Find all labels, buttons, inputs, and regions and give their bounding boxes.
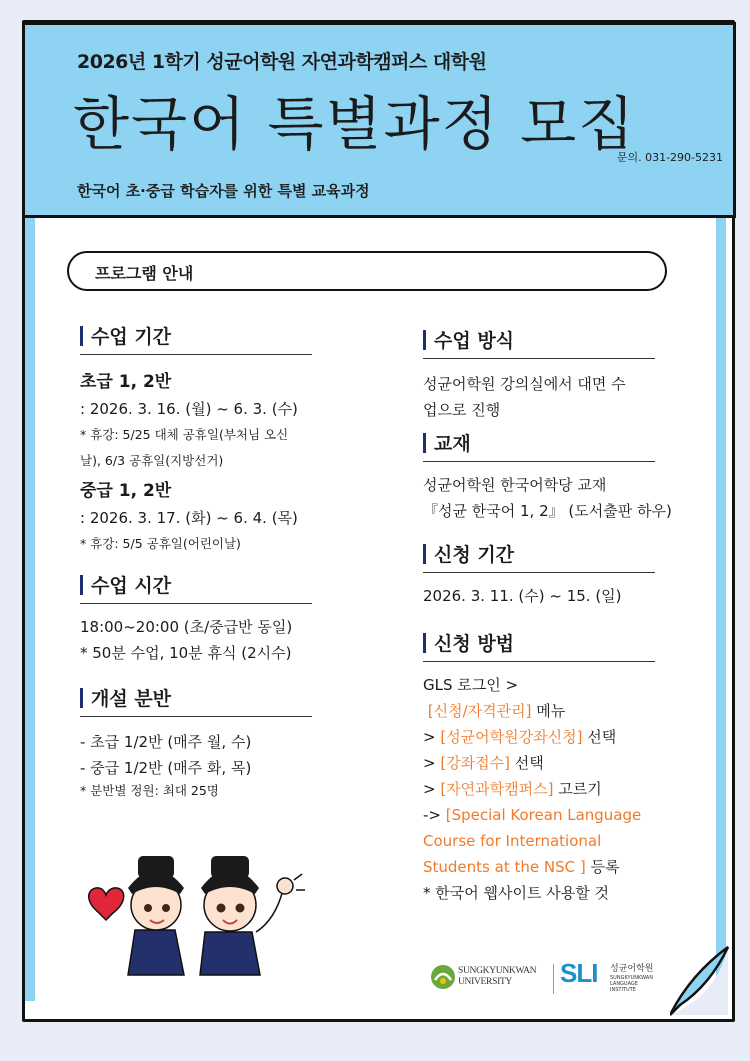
- classes-heading: [80, 684, 312, 717]
- period-heading-label: 수업 기간: [91, 326, 172, 348]
- sli-kor: 성균어학원: [610, 964, 654, 974]
- method-heading: [423, 326, 655, 359]
- pre-title: 2026년 1학기 성균어학원 자연과학캠퍼스 대학원: [77, 51, 487, 73]
- apply-step-4-prefix: >: [423, 754, 441, 772]
- apply-step-3-link: [성균어학원강좌신청]: [440, 728, 583, 746]
- apply-step-8: [423, 854, 655, 880]
- apply-step-3-prefix: >: [423, 728, 441, 746]
- sli-eng-2: LANGUAGE INSTITUTE: [610, 981, 638, 993]
- contact-phone: 문의. 031-290-5231: [616, 151, 723, 164]
- beginner-dates: : 2026. 3. 16. (월) ~ 6. 3. (수): [80, 400, 298, 418]
- main-title: 한국어 특별과정 모집: [73, 90, 637, 158]
- classes-note: * 분반별 정원: 최대 25명: [80, 783, 219, 798]
- logo-divider: [553, 964, 554, 994]
- page-curl: [670, 945, 730, 1017]
- mascot-right-hat-top: [211, 856, 249, 878]
- heading-bar: [423, 544, 426, 564]
- inter-dates: : 2026. 3. 17. (화) ~ 6. 4. (목): [80, 509, 298, 527]
- method-line-2: 업으로 진행: [423, 401, 501, 419]
- apply-step-6: [423, 802, 655, 828]
- sli-mark: SLI: [560, 958, 598, 988]
- textbook-line-1: 성균어학원 한국어학당 교재: [423, 476, 607, 494]
- apply-method-heading: [423, 629, 655, 662]
- apply-step-4: [423, 750, 655, 776]
- skku-emblem-icon: [430, 964, 456, 990]
- mascot-illustration: [80, 850, 310, 980]
- heading-bar: [80, 326, 83, 346]
- time-line-1: 18:00~20:00 (초/중급반 동일): [80, 618, 293, 636]
- heading-bar: [423, 433, 426, 453]
- program-pill-label: 프로그램 안내: [95, 264, 194, 283]
- subtitle: 한국어 초·중급 학습자를 위한 특별 교육과정: [77, 182, 370, 200]
- apply-step-5-link: [자연과학캠퍼스]: [440, 780, 554, 798]
- apply-step-2: [423, 698, 655, 724]
- apply-step-8-link: Students at the NSC ]: [423, 858, 586, 876]
- apply-step-4-link: [강좌접수]: [440, 754, 511, 772]
- beginner-note-2: 날), 6/3 공휴일(지방선거): [80, 453, 224, 468]
- apply-step-6-link: [Special Korean Language: [445, 806, 642, 824]
- left-blue-edge: [25, 215, 35, 1001]
- apply-period-line: 2026. 3. 11. (수) ~ 15. (일): [423, 587, 622, 605]
- apply-period-heading-label: 신청 기간: [434, 544, 515, 566]
- skku-line-2: UNIVERSITY: [458, 977, 512, 987]
- period-heading: [80, 322, 312, 355]
- mascot-right-body: [200, 932, 260, 975]
- sli-wordmark: [610, 964, 655, 993]
- classes-line-1: - 초급 1/2반 (매주 월, 수): [80, 733, 252, 751]
- mascot-left-body: [128, 930, 184, 975]
- apply-step-5-prefix: >: [423, 780, 441, 798]
- subtitle-band: [22, 167, 736, 218]
- time-heading-label: 수업 시간: [91, 575, 172, 597]
- apply-step-5-rest: 고르기: [553, 780, 602, 798]
- classes-line-2: - 중급 1/2반 (매주 화, 목): [80, 759, 252, 777]
- method-heading-label: 수업 방식: [434, 330, 515, 352]
- left-column: [80, 322, 312, 801]
- heading-bar: [80, 688, 83, 708]
- apply-step-6-prefix: ->: [423, 806, 446, 824]
- apply-step-7: Course for International: [423, 832, 602, 850]
- method-line-1: 성균어학원 강의실에서 대면 수: [423, 375, 626, 393]
- footer-logos: [430, 960, 655, 1000]
- beginner-note-1: * 휴강: 5/25 대체 공휴일(부처님 오신: [80, 427, 289, 442]
- apply-step-2-rest: 메뉴: [531, 702, 566, 720]
- apply-step-9: * 한국어 웹사이트 사용할 것: [423, 884, 609, 902]
- apply-step-1: GLS 로그인 >: [423, 676, 519, 694]
- skku-line-1: SUNGKYUNKWAN: [458, 966, 537, 976]
- apply-step-8-rest: 등록: [585, 858, 620, 876]
- header-band: [22, 22, 736, 173]
- heading-bar: [423, 330, 426, 350]
- sli-eng-1: SUNGKYUNKWAN: [610, 975, 653, 981]
- apply-step-2-link: [신청/자격관리]: [427, 702, 532, 720]
- program-pill: [67, 251, 667, 291]
- inter-title: 중급 1, 2반: [80, 481, 172, 501]
- mascot-left-hat-top: [138, 856, 174, 878]
- textbook-line-2: 『성균 한국어 1, 2』 (도서출판 하우): [423, 502, 672, 520]
- beginner-title: 초급 1, 2반: [80, 372, 172, 392]
- apply-step-5: [423, 776, 655, 802]
- inter-note: * 휴강: 5/5 공휴일(어린이날): [80, 536, 241, 551]
- classes-heading-label: 개설 분반: [91, 688, 172, 710]
- heading-bar: [80, 575, 83, 595]
- skku-wordmark: [458, 966, 536, 988]
- heart-icon: [89, 888, 124, 920]
- apply-method-heading-label: 신청 방법: [434, 633, 515, 655]
- textbook-heading-label: 교재: [434, 433, 471, 455]
- mascot-hand: [277, 878, 293, 894]
- right-blue-edge: [716, 215, 726, 1001]
- apply-step-3: [423, 724, 655, 750]
- heading-bar: [423, 633, 426, 653]
- time-heading: [80, 571, 312, 604]
- textbook-heading: [423, 429, 655, 462]
- apply-step-3-rest: 선택: [582, 728, 617, 746]
- time-line-2: * 50분 수업, 10분 휴식 (2시수): [80, 644, 292, 662]
- apply-step-4-rest: 선택: [510, 754, 544, 772]
- apply-period-heading: [423, 540, 655, 573]
- right-column: [423, 326, 672, 906]
